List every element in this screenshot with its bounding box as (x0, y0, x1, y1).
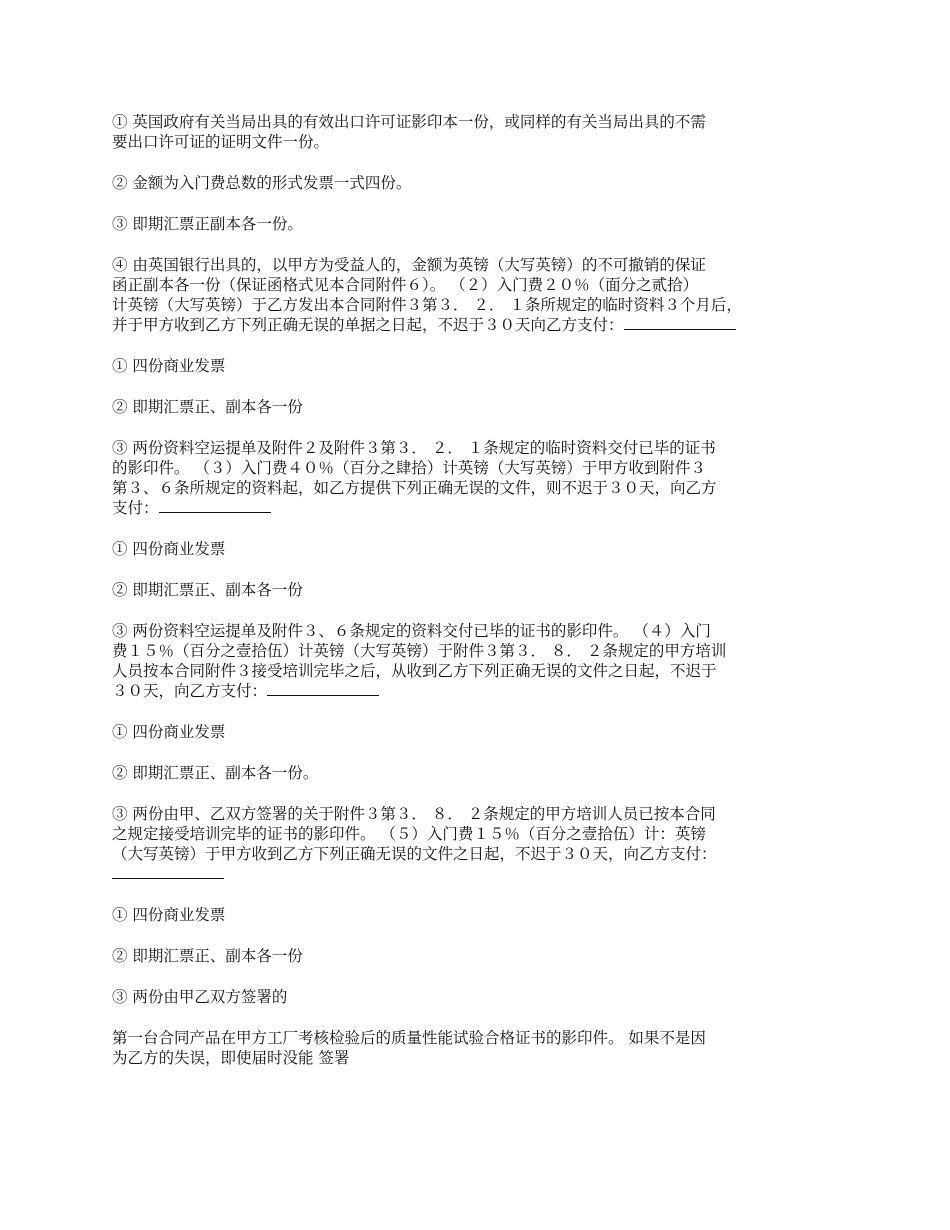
text-line (112, 356, 852, 376)
paragraph (112, 1028, 852, 1068)
text-line (112, 722, 852, 742)
line-text: ① 四份商业发票 (112, 540, 226, 558)
line-text: 第一台合同产品在甲方工厂考核检验后的质量性能试验合格证书的影印件。 如果不是因 (112, 1029, 706, 1047)
paragraph (112, 905, 852, 925)
paragraph (112, 621, 852, 701)
fill-in-blank (112, 864, 224, 879)
line-text: （大写英镑）于甲方收到乙方下列正确无误的文件之日起，不迟于３０天，向乙方支付： (112, 845, 717, 863)
paragraph (112, 356, 852, 376)
fill-in-blank (159, 498, 271, 513)
text-line (112, 946, 852, 966)
text-line (112, 661, 852, 681)
text-line (112, 641, 852, 661)
line-text: 的影印件。 （３）入门费４０％（百分之肆拾）计英镑（大写英镑）于甲方收到附件３ (112, 459, 706, 477)
paragraph (112, 722, 852, 742)
text-line (112, 112, 852, 132)
text-line (112, 763, 852, 783)
paragraph (112, 580, 852, 600)
text-line (112, 1028, 852, 1048)
line-text: ① 四份商业发票 (112, 357, 226, 375)
line-text: 之规定接受培训完毕的证书的影印件。 （５）入门费１５％（百分之壹拾伍）计：英镑 (112, 825, 706, 843)
text-line (112, 295, 852, 315)
paragraph (112, 214, 852, 234)
line-text: ② 即期汇票正、副本各一份。 (112, 764, 319, 782)
text-line (112, 397, 852, 417)
text-line (112, 498, 852, 518)
line-text: 计英镑（大写英镑）于乙方发出本合同附件３第３． ２． １条所规定的临时资料３个月后， (112, 296, 742, 314)
line-text: 为乙方的失误，即使届时没能 签署 (112, 1049, 350, 1067)
line-text: ③ 两份资料空运提单及附件３、６条规定的资料交付已毕的证书的影印件。 （４）入门 (112, 622, 711, 640)
paragraph (112, 763, 852, 783)
fill-in-blank (267, 681, 379, 696)
text-line (112, 539, 852, 559)
text-line (112, 255, 852, 275)
text-line (112, 478, 852, 498)
text-line (112, 458, 852, 478)
line-text: 人员按本合同附件３接受培训完毕之后，从收到乙方下列正确无误的文件之日起，不迟于 (112, 662, 717, 680)
text-line (112, 214, 852, 234)
paragraph (112, 987, 852, 1007)
line-text: ② 即期汇票正、副本各一份 (112, 947, 303, 965)
text-line (112, 804, 852, 824)
line-text: ④ 由英国银行出具的，以甲方为受益人的，金额为英镑（大写英镑）的不可撤销的保证 (112, 256, 706, 274)
line-text: ① 四份商业发票 (112, 906, 226, 924)
line-text: 要出口许可证的证明文件一份。 (112, 133, 330, 151)
line-text: 并于甲方收到乙方下列正确无误的单据之日起，不迟于３０天向乙方支付： (112, 316, 624, 334)
text-line (112, 438, 852, 458)
line-text: ② 即期汇票正、副本各一份 (112, 398, 303, 416)
line-text: ③ 即期汇票正副本各一份。 (112, 215, 303, 233)
text-line (112, 132, 852, 152)
text-line (112, 173, 852, 193)
text-line (112, 315, 852, 335)
line-text: ② 金额为入门费总数的形式发票一式四份。 (112, 174, 412, 192)
text-line (112, 987, 852, 1007)
paragraph (112, 173, 852, 193)
text-line (112, 681, 852, 701)
line-text: ③ 两份资料空运提单及附件２及附件３第３． ２． １条规定的临时资料交付已毕的证书 (112, 439, 716, 457)
line-text: 第３、６条所规定的资料起，如乙方提供下列正确无误的文件，则不迟于３０天，向乙方 (112, 479, 717, 497)
text-line (112, 275, 852, 295)
line-text: ３０天，向乙方支付： (112, 682, 268, 700)
paragraph (112, 397, 852, 417)
line-text: 费１５％（百分之壹拾伍）计英镑（大写英镑）于附件３第３． ８． ２条规定的甲方培训 (112, 642, 727, 660)
paragraph (112, 255, 852, 335)
document-body (112, 112, 852, 1089)
text-line (112, 621, 852, 641)
paragraph (112, 539, 852, 559)
text-line (112, 1048, 852, 1068)
paragraph (112, 946, 852, 966)
paragraph (112, 804, 852, 884)
text-line (112, 844, 852, 864)
line-text: ① 四份商业发票 (112, 723, 226, 741)
fill-in-blank (624, 315, 736, 330)
line-text: ① 英国政府有关当局出具的有效出口许可证影印本一份，或同样的有关当局出具的不需 (112, 113, 706, 131)
text-line (112, 905, 852, 925)
paragraph (112, 438, 852, 518)
line-text: ③ 两份由甲、乙双方签署的关于附件３第３． ８． ２条规定的甲方培训人员已按本合同 (112, 805, 716, 823)
text-line (112, 824, 852, 844)
line-text: ③ 两份由甲乙双方签署的 (112, 988, 288, 1006)
paragraph (112, 112, 852, 152)
line-text: 支付： (112, 499, 159, 517)
text-line (112, 864, 852, 884)
line-text: ② 即期汇票正、副本各一份 (112, 581, 303, 599)
line-text: 函正副本各一份（保证函格式见本合同附件６）。 （２）入门费２０％（面分之贰拾） (112, 276, 699, 294)
text-line (112, 580, 852, 600)
